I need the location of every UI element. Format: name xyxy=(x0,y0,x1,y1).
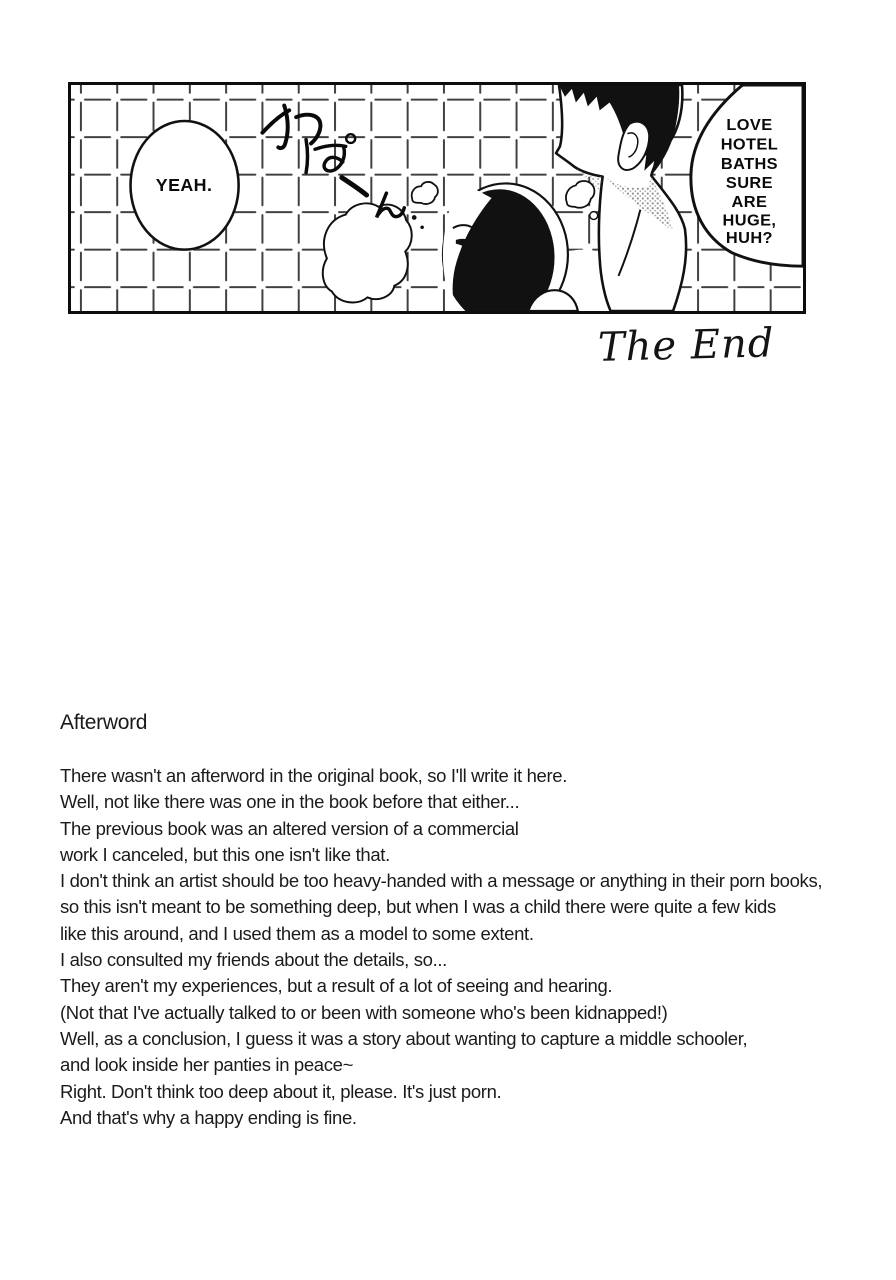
afterword-line: They aren't my experiences, but a result of a lot of seeing and hearing. xyxy=(60,975,613,997)
afterword-line: and look inside her panties in peace~ xyxy=(60,1054,354,1076)
afterword-line: Well, as a conclusion, I guess it was a story about wanting to capture a middle schooler, xyxy=(60,1027,748,1049)
bubble-right-line: HUH? xyxy=(725,228,773,247)
afterword-line: The previous book was an altered version of a commercial xyxy=(60,817,519,839)
afterword-line: Right. Don't think too deep about it, please. It's just porn. xyxy=(60,1080,502,1102)
sfx-drip-dot-2 xyxy=(420,225,424,229)
afterword-body xyxy=(60,763,860,1131)
afterword-line: And that's why a happy ending is fine. xyxy=(60,1106,357,1128)
afterword-section xyxy=(60,710,860,1131)
bubble-left-text: YEAH. xyxy=(155,175,213,196)
bubble-right-line: HOTEL xyxy=(720,135,779,154)
afterword-line: (Not that I've actually talked to or been with someone who's been kidnapped!) xyxy=(60,1001,668,1023)
bubble-right-text xyxy=(721,116,778,247)
afterword-line: like this around, and I used them as a model to some extent. xyxy=(60,922,534,944)
bubble-right-line: SURE xyxy=(725,174,773,193)
afterword-line: so this isn't meant to be something deep, but when I was a child there were quite a few kids xyxy=(60,896,776,918)
afterword-line: work I canceled, but this one isn't like that. xyxy=(60,843,390,865)
comic-panel-art xyxy=(71,85,803,311)
bubble-right-line: HUGE, xyxy=(722,211,777,230)
sfx-drip-dot-1 xyxy=(412,215,417,220)
afterword-heading: Afterword xyxy=(60,711,148,734)
steam-bubble-tiny xyxy=(590,212,598,220)
afterword-line: Well, not like there was one in the book before that either... xyxy=(60,791,520,813)
bubble-right-line: LOVE xyxy=(726,115,773,134)
bubble-right-line: ARE xyxy=(731,192,768,211)
bubble-right-line: BATHS xyxy=(720,154,779,173)
afterword-line: There wasn't an afterword in the original book, so I'll write it here. xyxy=(60,765,567,786)
the-end-caption: The End xyxy=(597,320,775,371)
afterword-line: I also consulted my friends about the details, so... xyxy=(60,949,447,971)
comic-panel xyxy=(68,82,806,314)
afterword-line: I don't think an artist should be too heavy-handed with a message or anything in their porn books, xyxy=(60,870,823,892)
